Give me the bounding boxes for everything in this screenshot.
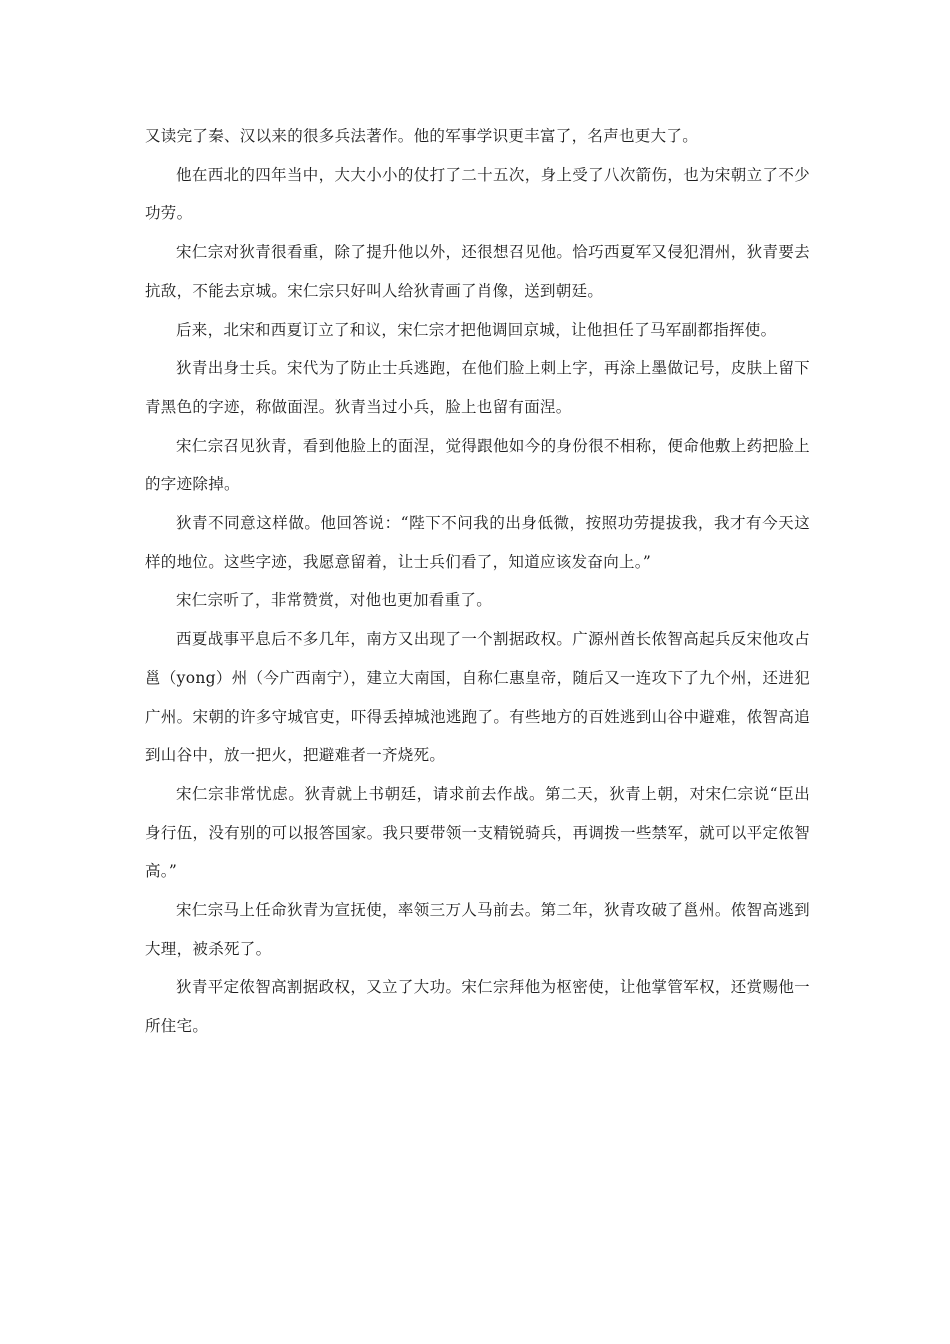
paragraph-1: 又读完了秦、汉以来的很多兵法著作。他的军事学识更丰富了，名声也更大了。	[145, 127, 699, 145]
document-body	[145, 117, 810, 1046]
paragraph-6: 宋仁宗召见狄青，看到他脸上的面涅，觉得跟他如今的身份很不相称，便命他敷上药把脸上的字迹除掉。	[145, 436, 810, 494]
paragraph-8: 宋仁宗听了，非常赞赏，对他也更加看重了。	[176, 591, 493, 610]
paragraph-11: 宋仁宗马上任命狄青为宣抚使，率领三万人马前去。第二年，狄青攻破了邕州。侬智高逃到大理，被杀死了。	[145, 901, 810, 958]
paragraph-7: 狄青不同意这样做。他回答说：“陛下不问我的出身低微，按照功劳提拔我，我才有今天这样的地位。这些字迹，我愿意留着，让士兵们看了，知道应该发奋向上。”	[145, 514, 810, 571]
paragraph-10: 宋仁宗非常忧虑。狄青就上书朝廷，请求前去作战。第二天，狄青上朝，对宋仁宗说“臣出身行伍，没有别的可以报答国家。我只要带领一支精锐骑兵，再调拨一些禁军，就可以平定侬智高。”	[145, 784, 810, 881]
paragraph-3: 宋仁宗对狄青很看重，除了提升他以外，还很想召见他。恰巧西夏军又侵犯渭州，狄青要去抗敌，不能去京城。宋仁宗只好叫人给狄青画了肖像，送到朝廷。	[145, 243, 810, 300]
paragraph-12: 狄青平定侬智高割据政权，又立了大功。宋仁宗拜他为枢密使，让他掌管军权，还赏赐他一所住宅。	[145, 978, 810, 1036]
paragraph-4: 后来，北宋和西夏订立了和议，宋仁宗才把他调回京城，让他担任了马军副都指挥使。	[176, 320, 777, 339]
paragraph-9: 西夏战事平息后不多几年，南方又出现了一个割据政权。广源州酋长侬智高起兵反宋他攻占邕（yong）州（今广西南宁），建立大南国，自称仁惠皇帝，随后又一连攻下了九个州，还进犯广州。宋朝的许多守城官吏，吓得丢掉城池逃跑了。有些地方的百姓逃到山谷中避难，侬智高追到山谷中，放一把火，把避难者一齐烧死。	[145, 630, 810, 765]
paragraph-2: 他在西北的四年当中，大大小小的仗打了二十五次，身上受了八次箭伤，也为宋朝立了不少功劳。	[145, 165, 810, 223]
paragraph-5: 狄青出身士兵。宋代为了防止士兵逃跑，在他们脸上刺上字，再涂上墨做记号，皮肤上留下青黑色的字迹，称做面涅。狄青当过小兵，脸上也留有面涅。	[145, 359, 810, 416]
